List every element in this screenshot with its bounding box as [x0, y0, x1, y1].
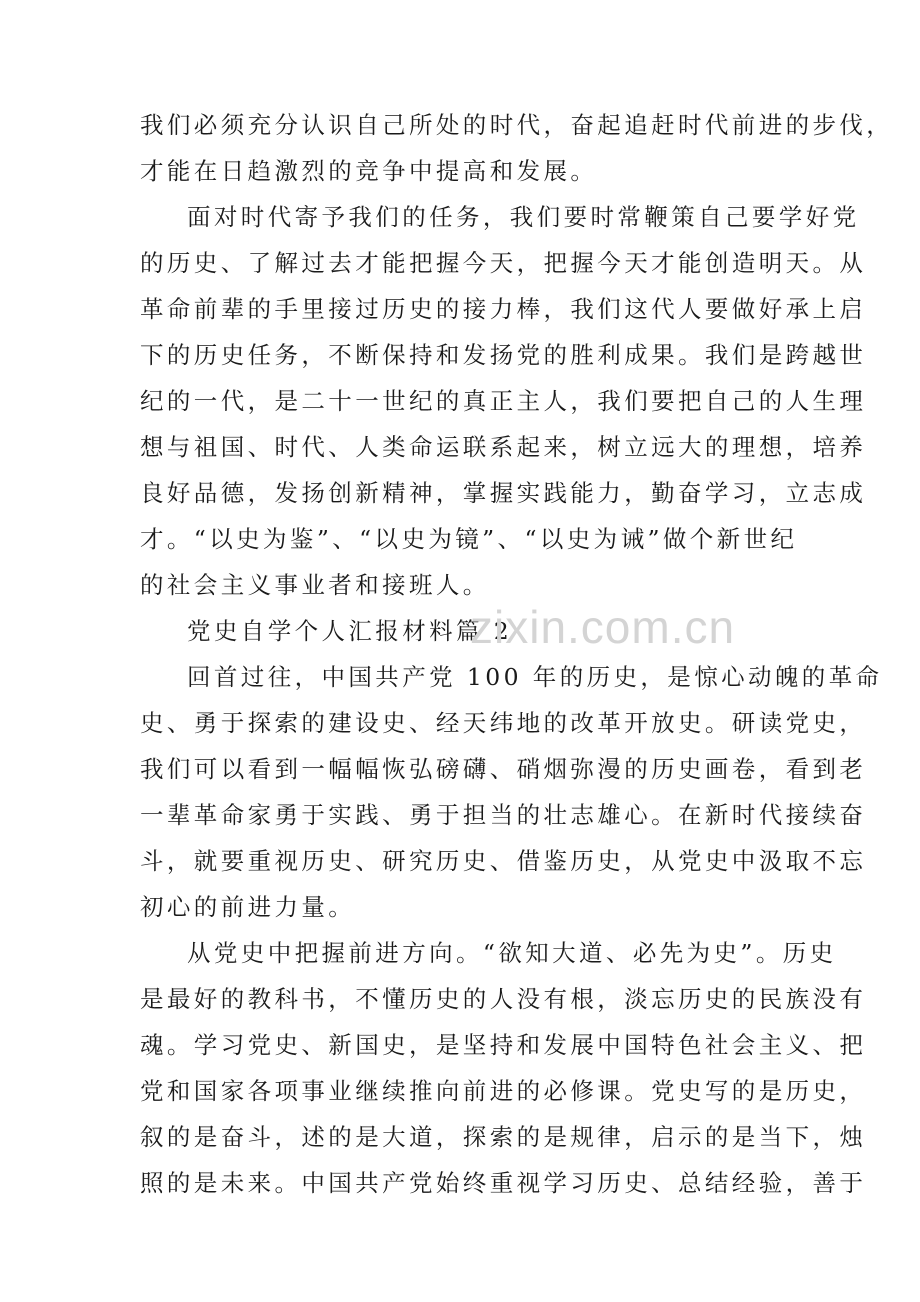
- text-line-20: 是最好的教科书，不懂历史的人没有根，淡忘历史的民族没有: [140, 985, 867, 1013]
- text-line-7: 纪的一代，是二十一世纪的真正主人，我们要把自己的人生理: [140, 387, 867, 415]
- text-line-1: 我们必须充分认识自己所处的时代，奋起追赶时代前进的步伐，: [140, 111, 894, 139]
- text-line-9: 良好品德，发扬创新精神，掌握实践能力，勤奋学习，立志成: [140, 479, 867, 507]
- text-line-17: 斗，就要重视历史、研究历史、借鉴历史，从党史中汲取不忘: [140, 847, 867, 875]
- text-line-6: 下的历史任务，不断保持和发扬党的胜利成果。我们是跨越世: [140, 341, 867, 369]
- text-line-13: 回首过往，中国共产党 100 年的历史，是惊心动魄的革命: [187, 663, 883, 691]
- text-line-3: 面对时代寄予我们的任务，我们要时常鞭策自己要学好党: [187, 203, 860, 231]
- text-line-4: 的历史、了解过去才能把握今天，把握今天才能创造明天。从: [140, 249, 867, 277]
- text-line-21: 魂。学习党史、新国史，是坚持和发展中国特色社会主义、把: [140, 1031, 867, 1059]
- text-line-5: 革命前辈的手里接过历史的接力棒，我们这代人要做好承上启: [140, 295, 867, 323]
- text-line-23: 叙的是奋斗，述的是大道，探索的是规律，启示的是当下，烛: [140, 1123, 867, 1151]
- text-line-24: 照的是未来。中国共产党始终重视学习历史、总结经验，善于: [140, 1169, 867, 1197]
- section-heading: 党史自学个人汇报材料篇 2: [187, 617, 513, 645]
- text-line-14: 史、勇于探索的建设史、经天纬地的改革开放史。研读党史，: [140, 709, 867, 737]
- text-line-16: 一辈革命家勇于实践、勇于担当的壮志雄心。在新时代接续奋: [140, 801, 867, 829]
- text-line-11: 的社会主义事业者和接班人。: [140, 571, 490, 599]
- watermark: zixin.com.cn: [470, 601, 736, 653]
- text-line-15: 我们可以看到一幅幅恢弘磅礴、硝烟弥漫的历史画卷，看到老: [140, 755, 867, 783]
- text-line-8: 想与祖国、时代、人类命运联系起来，树立远大的理想，培养: [140, 433, 867, 461]
- text-line-10: 才。“以史为鉴”、“以史为镜”、“以史为诫”做个新世纪: [140, 525, 798, 553]
- text-line-19: 从党史中把握前进方向。“欲知大道、必先为史”。历史: [187, 939, 837, 967]
- text-line-2: 才能在日趋激烈的竞争中提高和发展。: [140, 157, 598, 185]
- text-line-22: 党和国家各项事业继续推向前进的必修课。党史写的是历史，: [140, 1077, 867, 1105]
- text-line-18: 初心的前进力量。: [140, 893, 356, 921]
